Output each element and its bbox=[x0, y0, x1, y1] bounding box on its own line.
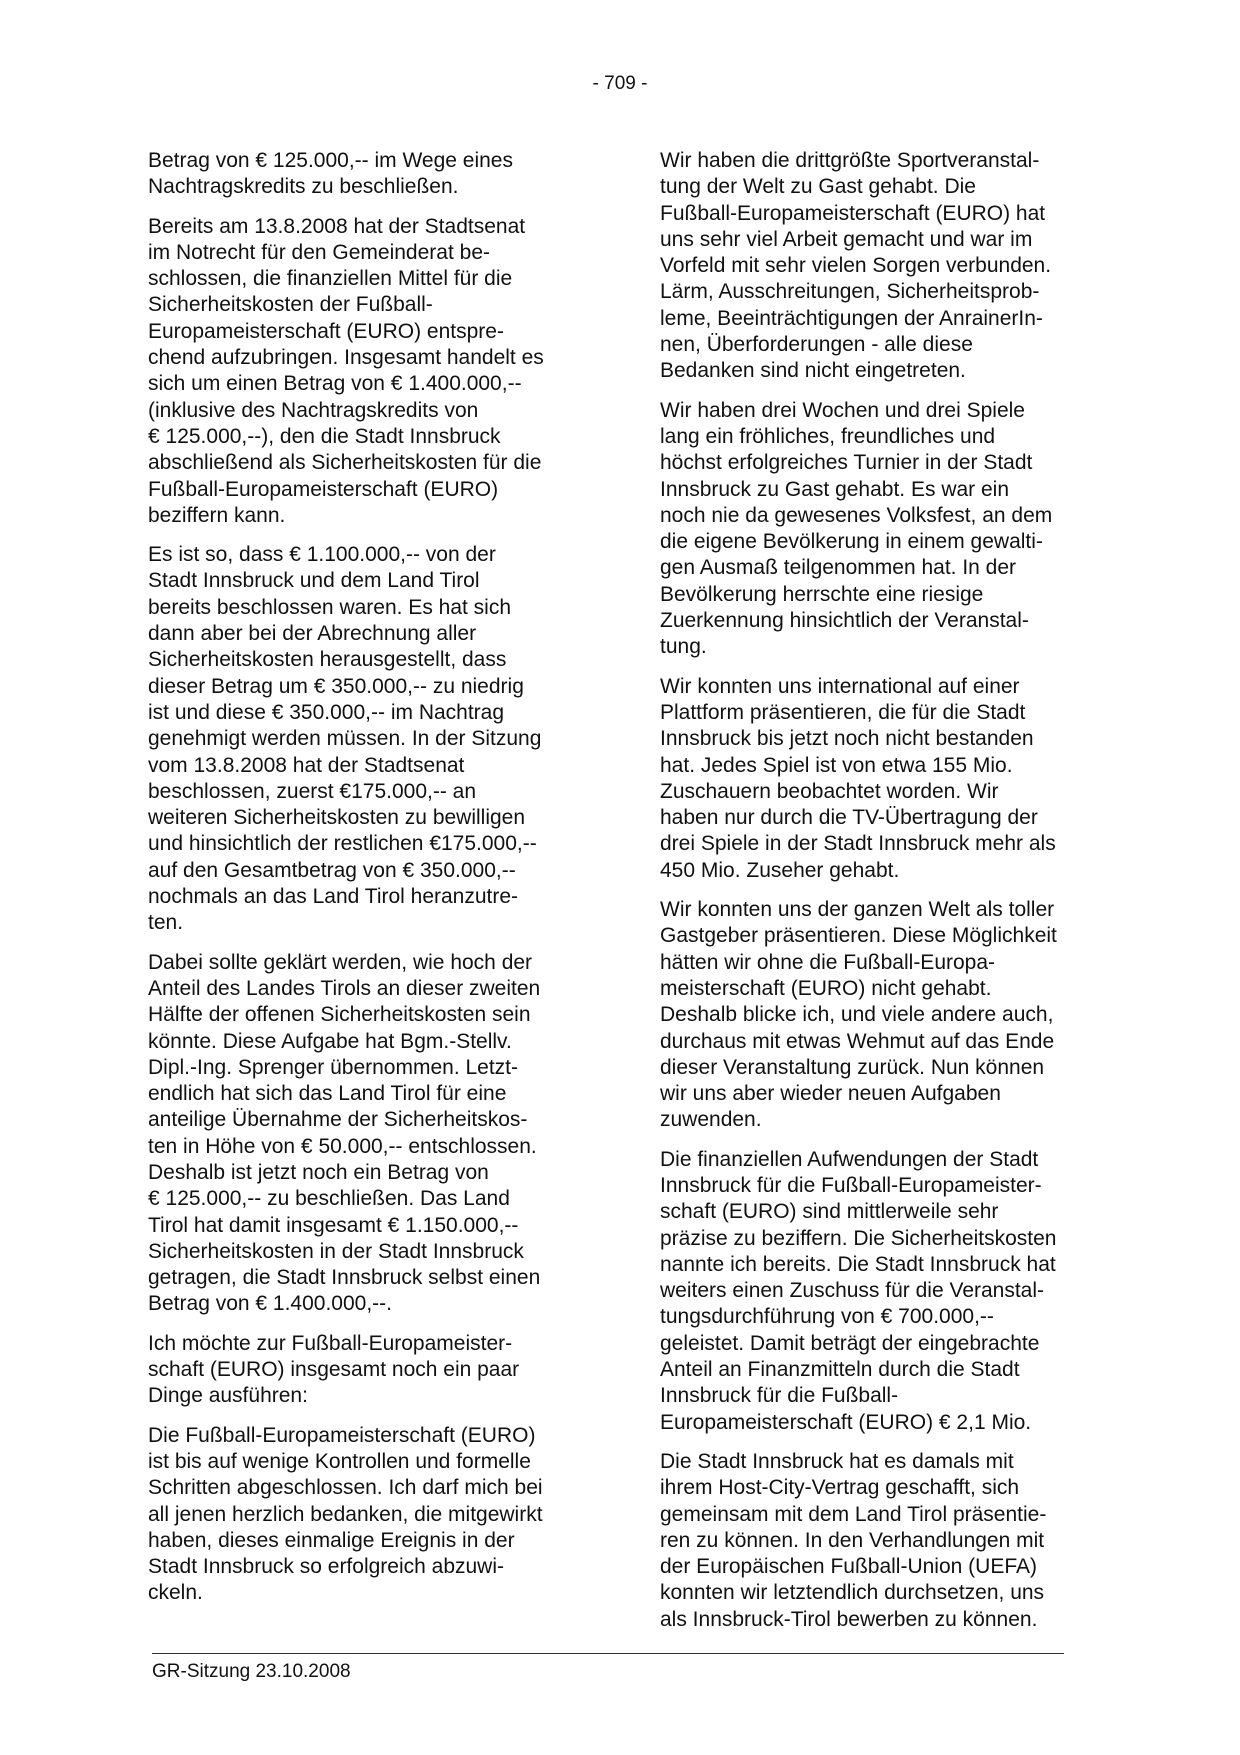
paragraph: Wir konnten uns international auf einer Plattform präsentieren, die für die Stadt Innsbruck bis jetzt noch nicht bestanden hat. Jedes Spiel ist von etwa 155 Mio. Zuschauern beobachtet worden. Wir haben nur durch die TV-Übertragung der drei Spiele in der Stadt Innsbruck mehr als 450 Mio. Zuseher gehabt. bbox=[660, 674, 1056, 882]
paragraph: Ich möchte zur Fußball-Europameister- schaft (EURO) insgesamt noch ein paar Dinge ausführen: bbox=[148, 1331, 520, 1408]
paragraph: Dabei sollte geklärt werden, wie hoch der Anteil des Landes Tirols an dieser zweiten Hälfte der offenen Sicherheitskosten sein könnte. Diese Aufgabe hat Bgm.-Stellv. Dipl.-Ing. Sprenger übernommen. Letzt- endlich hat sich das Land Tirol für eine anteilige Übernahme der Sicherheitskos- ten in Höhe von € 50.000,-- entschlossen. Deshalb ist jetzt noch ein Betrag von € 125.000,-- zu beschließen. Das Land Tirol hat damit insgesamt € 1.150.000,-- Sicherheitskosten in der Stadt Innsbruck getragen, die Stadt Innsbruck selbst einen Betrag von € 1.400.000,--. bbox=[148, 950, 541, 1316]
paragraph: Betrag von € 125.000,-- im Wege eines Nachtragskredits zu beschließen. bbox=[148, 149, 513, 199]
paragraph: Bereits am 13.8.2008 hat der Stadtsenat im Notrecht für den Gemeinderat be- schlossen, die finanziellen Mittel für die Sicherheitskosten der Fußball- Europameisterschaft (EURO) entspre- chend aufzubringen. Insgesamt handelt es sich um einen Betrag von € 1.400.000,-- (inklusive des Nachtragskredits von € 125.000,--), den die Stadt Innsbruck abschließend als Sicherheitskosten für die Fußball-Europameisterschaft (EURO) beziffern kann. bbox=[148, 214, 544, 527]
right-column bbox=[660, 148, 1105, 1646]
paragraph: Wir konnten uns der ganzen Welt als toller Gastgeber präsentieren. Diese Möglichkeit hätten wir ohne die Fußball-Europa- meisterschaft (EURO) nicht gehabt. Deshalb blicke ich, und viele andere auch, durchaus mit etwas Wehmut auf das Ende dieser Veranstaltung zurück. Nun können wir uns aber wieder neuen Aufgaben zuwenden. bbox=[660, 898, 1057, 1132]
paragraph: Wir haben die drittgrößte Sportveranstal- tung der Welt zu Gast gehabt. Die Fußball-Europameisterschaft (EURO) hat uns sehr viel Arbeit gemacht und war im Vorfeld mit sehr vielen Sorgen verbunden. Lärm, Ausschreitungen, Sicherheitsprob- leme, Beeinträchtigungen der AnrainerIn- nen, Überforderungen - alle diese Bedanken sind nicht eingetreten. bbox=[660, 149, 1052, 383]
paragraph: Wir haben drei Wochen und drei Spiele lang ein fröhliches, freundliches und höchst erfolgreiches Turnier in der Stadt Innsbruck zu Gast gehabt. Es war ein noch nie da gewesenes Volksfest, an dem die eigene Bevölkerung in einem gewalti- gen Ausmaß teilgenommen hat. In der Bevölkerung herrschte eine riesige Zuerkennung hinsichtlich der Veranstal- tung. bbox=[660, 398, 1053, 659]
footer-session-label: GR-Sitzung 23.10.2008 bbox=[152, 1661, 351, 1682]
page-number: - 709 - bbox=[592, 73, 648, 94]
left-column bbox=[148, 148, 593, 1620]
paragraph: Die Stadt Innsbruck hat es damals mit ihrem Host-City-Vertrag geschafft, sich gemeinsam mit dem Land Tirol präsentie- ren zu können. In den Verhandlungen mit der Europäischen Fußball-Union (UEFA) konnten wir letztendlich durchsetzen, uns als Innsbruck-Tirol bewerben zu können. bbox=[660, 1449, 1047, 1631]
paragraph: Die finanziellen Aufwendungen der Stadt Innsbruck für die Fußball-Europameister- schaft (EURO) sind mittlerweile sehr präzise zu beziffern. Die Sicherheitskosten nannte ich bereits. Die Stadt Innsbruck hat weiters einen Zuschuss für die Veranstal- tungsdurchführung von € 700.000,-- geleistet. Damit beträgt der eingebrachte Anteil an Finanzmitteln durch die Stadt Innsbruck für die Fußball- Europameisterschaft (EURO) € 2,1 Mio. bbox=[660, 1147, 1057, 1434]
paragraph: Es ist so, dass € 1.100.000,-- von der Stadt Innsbruck und dem Land Tirol bereits beschlossen waren. Es hat sich dann aber bei der Abrechnung aller Sicherheitskosten herausgestellt, dass dieser Betrag um € 350.000,-- zu niedrig ist und diese € 350.000,-- im Nachtrag genehmigt werden müssen. In der Sitzung vom 13.8.2008 hat der Stadtsenat beschlossen, zuerst €175.000,-- an weiteren Sicherheitskosten zu bewilligen und hinsichtlich der restlichen €175.000,-- auf den Gesamtbetrag von € 350.000,-- nochmals an das Land Tirol heranzutre- ten. bbox=[148, 543, 542, 935]
footer-divider bbox=[152, 1653, 1064, 1654]
paragraph: Die Fußball-Europameisterschaft (EURO) ist bis auf wenige Kontrollen und formelle Schritten abgeschlossen. Ich darf mich bei all jenen herzlich bedanken, die mitgewirkt haben, dieses einmalige Ereignis in der Stadt Innsbruck so erfolgreich abzuwi- ckeln. bbox=[148, 1423, 543, 1605]
